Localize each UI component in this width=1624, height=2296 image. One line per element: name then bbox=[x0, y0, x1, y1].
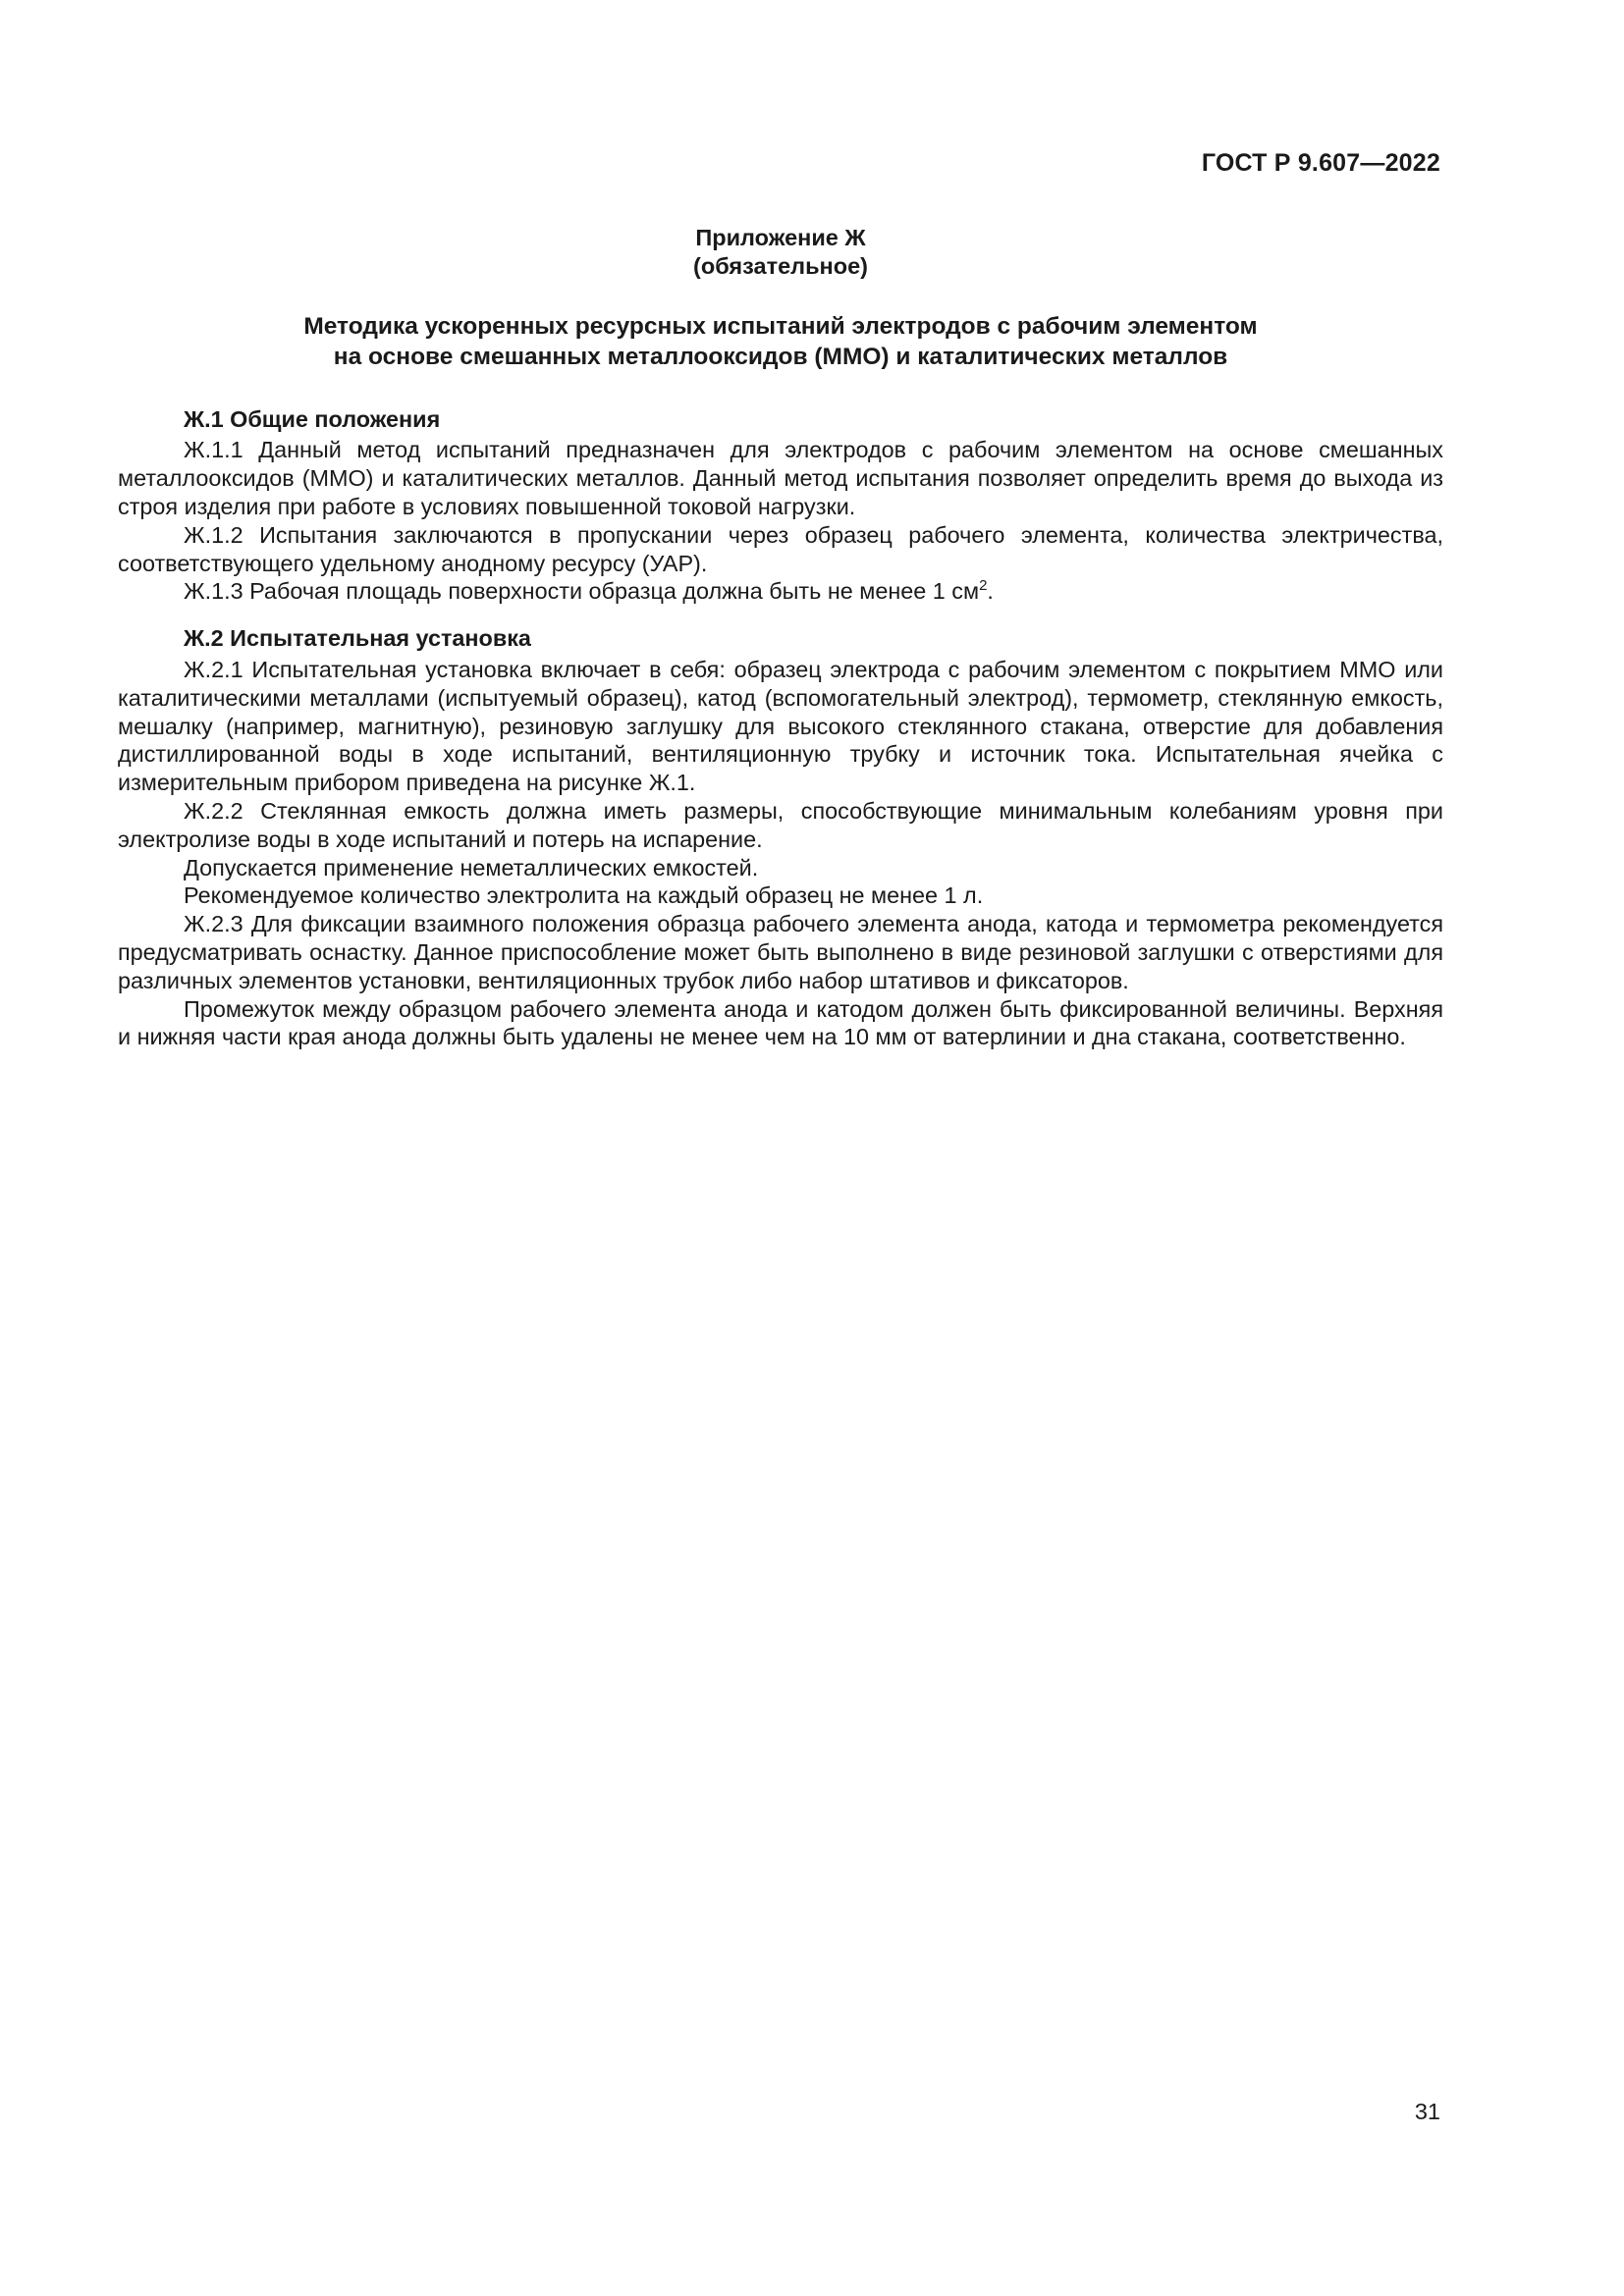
paragraph-2-2: Ж.2.2 Стеклянная емкость должна иметь размеры, способствующие минимальным колебаниям уровня при электролизе воды в ходе испытаний и потерь на испарение. bbox=[118, 797, 1443, 852]
paragraph-1-2: Ж.1.2 Испытания заключаются в пропускании через образец рабочего элемента, количества электричества, соответствующего удельному анодному ресурсу (УАР). bbox=[118, 521, 1443, 576]
document-title bbox=[118, 311, 1443, 372]
paragraph-1-3-text: Ж.1.3 Рабочая площадь поверхности образца должна быть не менее 1 см bbox=[184, 578, 980, 605]
paragraph-1-3-tail: . bbox=[987, 578, 994, 605]
appendix-title: Приложение Ж bbox=[695, 225, 866, 250]
document-title-line-1: Методика ускоренных ресурсных испытаний электродов с рабочим элементом bbox=[303, 312, 1258, 340]
page-number: 31 bbox=[1414, 2099, 1440, 2124]
document-title-line-2: на основе смешанных металлооксидов (ММО) и каталитических металлов bbox=[333, 343, 1228, 370]
appendix-status: (обязательное) bbox=[693, 252, 868, 279]
section-heading-general: Ж.1 Общие положения bbox=[184, 405, 441, 432]
section-heading-test-setup: Ж.2 Испытательная установка bbox=[184, 625, 531, 652]
paragraph-2-3: Ж.2.3 Для фиксации взаимного положения образца рабочего элемента анода, катода и термометра рекомендуется предусматривать оснастку. Данное приспособление может быть выполнено в виде резиновой заглушки с отверстиями для различных элементов установки, вентиляционных трубок либо набор штативов и фиксаторов. bbox=[118, 911, 1443, 993]
paragraph-2-2-note: Допускается применение неметаллических емкостей. bbox=[184, 854, 759, 881]
standard-code-header: ГОСТ Р 9.607—2022 bbox=[1201, 149, 1440, 177]
paragraph-1-3-superscript: 2 bbox=[979, 577, 988, 595]
paragraph-2-1: Ж.2.1 Испытательная установка включает в себя: образец электрода с рабочим элементом с покрытием ММО или каталитическими металлами (испытуемый образец), катод (вспомогательный электрод), термометр, стеклянную емкость, мешалку (например, магнитную), резиновую заглушку для высокого стеклянного стакана, отверстие для добавления дистиллированной воды в ходе испытаний, вентиляционную трубку и источник тока. Испытательная ячейка с измерительным прибором приведена на рисунке Ж.1. bbox=[118, 656, 1443, 796]
paragraph-1-3 bbox=[118, 577, 1443, 606]
paragraph-2-2-electrolyte: Рекомендуемое количество электролита на каждый образец не менее 1 л. bbox=[184, 882, 984, 909]
paragraph-2-3-gap: Промежуток между образцом рабочего элемента анода и катодом должен быть фиксированной величины. Верхняя и нижняя части края анода должны быть удалены не менее чем на 10 мм от ватерлинии и дна стакана, соответственно. bbox=[118, 995, 1443, 1050]
page-content bbox=[118, 224, 1443, 1051]
paragraph-1-1: Ж.1.1 Данный метод испытаний предназначен для электродов с рабочим элементом на основе смешанных металлооксидов (ММО) и каталитических металлов. Данный метод испытания позволяет определить время до выхода из строя изделия при работе в условиях повышенной токовой нагрузки. bbox=[118, 437, 1443, 519]
